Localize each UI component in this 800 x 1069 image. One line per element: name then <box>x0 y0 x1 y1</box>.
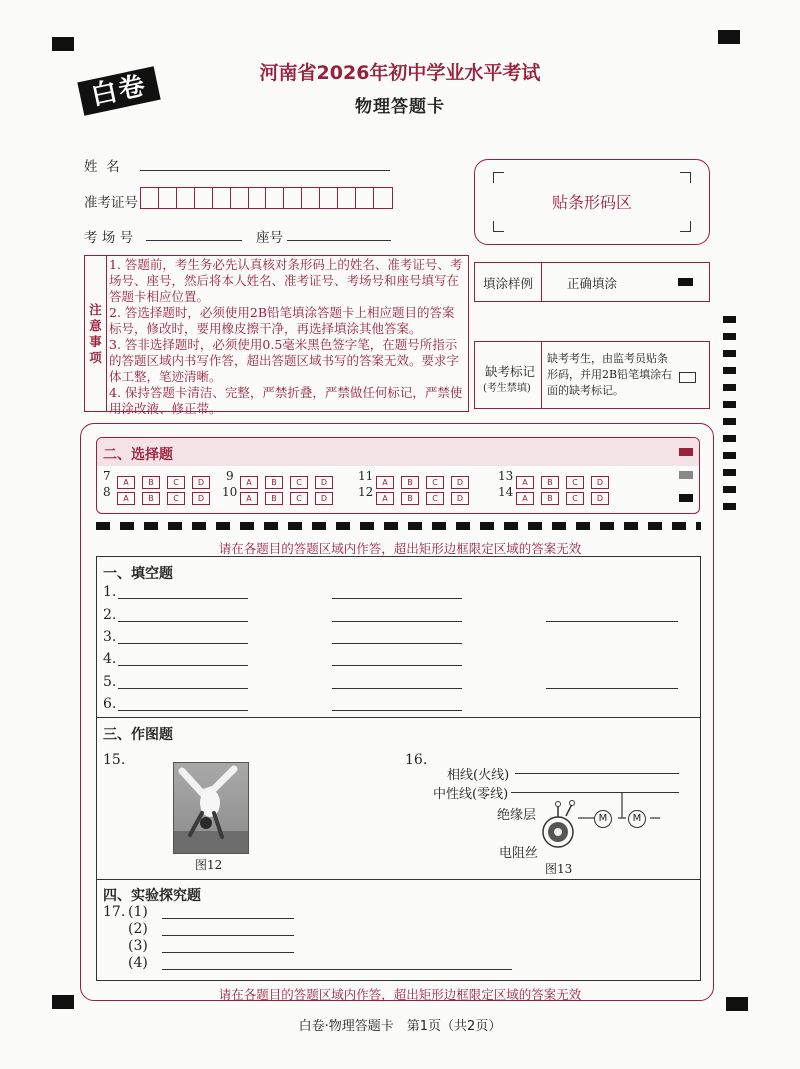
part-label: (3) <box>128 938 148 954</box>
motor-2 <box>628 810 646 828</box>
barcode-label: 贴条形码区 <box>551 193 632 212</box>
answer-line[interactable] <box>118 598 248 599</box>
question-number: 7 <box>103 469 111 483</box>
answer-line[interactable] <box>118 643 248 644</box>
question-16-number: 16. <box>405 752 428 768</box>
option-bubble[interactable]: C <box>290 492 308 505</box>
choice-title: 二、选择题 <box>103 447 173 463</box>
option-bubble[interactable]: D <box>591 476 609 489</box>
room-field[interactable] <box>146 240 242 241</box>
option-bubble[interactable]: A <box>516 492 534 505</box>
option-bubble[interactable]: C <box>566 476 584 489</box>
live-wire-label: 相线(火线) <box>447 768 510 783</box>
fill-example-text: 正确填涂 <box>567 276 618 291</box>
option-bubble[interactable]: C <box>426 476 444 489</box>
blank-number: 5. <box>103 674 117 690</box>
experiment-title: 四、实验探究题 <box>103 888 201 904</box>
card-subtitle: 物理答题卡 <box>355 97 445 117</box>
notice-item-4: 4. 保持答题卡清洁、完整，严禁折叠，严禁做任何标记，严禁使用涂改液、修正带。 <box>109 385 463 416</box>
resistor-label: 电阻丝 <box>499 846 539 861</box>
fill-example-label: 填涂样例 <box>483 276 534 291</box>
neutral-wire-label: 中性线(零线) <box>433 787 509 802</box>
question-17-number: 17. <box>103 904 126 920</box>
question-number: 8 <box>103 485 111 499</box>
option-bubble[interactable]: D <box>192 476 210 489</box>
answer-line[interactable] <box>162 969 512 970</box>
breakdancer-icon <box>174 763 248 853</box>
part-label: (4) <box>128 955 148 971</box>
seat-field[interactable] <box>287 240 391 241</box>
answer-line[interactable] <box>332 710 462 711</box>
notice-item-2: 2. 答选择题时，必须使用2B铅笔填涂答题卡上相应题目的答案标号，修改时，要用橡皮擦干净，再选择填涂其他答案。 <box>109 305 455 336</box>
answer-line[interactable] <box>162 935 294 936</box>
answer-line[interactable] <box>162 918 294 919</box>
registration-mark-tr <box>718 30 740 44</box>
stamp-text: 白卷 <box>88 70 150 112</box>
answer-line[interactable] <box>332 598 462 599</box>
absent-text: 缺考考生，由监考员贴条形码，并用2B铅笔填涂右面的缺考标记。 <box>547 352 673 397</box>
option-bubble[interactable]: B <box>142 492 160 505</box>
answer-line[interactable] <box>118 621 248 622</box>
fill-example-mark <box>678 278 693 286</box>
option-bubble[interactable]: C <box>290 476 308 489</box>
question-number: 10 <box>222 485 238 499</box>
figure-13-caption: 图13 <box>545 862 573 876</box>
option-row[interactable] <box>376 486 476 505</box>
absent-box <box>474 341 710 409</box>
area-warning-top: 请在各题目的答题区域内作答，超出矩形边框限定区域的答案无效 <box>218 541 582 556</box>
answer-line[interactable] <box>118 688 248 689</box>
answer-line[interactable] <box>332 665 462 666</box>
fill-example-box <box>474 262 710 302</box>
option-bubble[interactable]: A <box>240 476 258 489</box>
answer-line[interactable] <box>546 621 678 622</box>
option-row[interactable] <box>117 486 217 505</box>
option-bubble[interactable]: A <box>117 492 135 505</box>
room-label: 考 场 号 <box>84 230 134 246</box>
question-number: 9 <box>226 469 234 483</box>
answer-line[interactable] <box>162 952 294 953</box>
area-warning-bottom: 请在各题目的答题区域内作答，超出矩形边框限定区域的答案无效 <box>218 987 582 1002</box>
option-bubble[interactable]: C <box>167 492 185 505</box>
blank-number: 2. <box>103 607 117 623</box>
registration-mark-tl <box>52 37 74 51</box>
notice-title: 注 意 事 项 <box>85 256 107 411</box>
option-bubble[interactable]: C <box>566 492 584 505</box>
option-bubble[interactable]: B <box>401 492 419 505</box>
answer-line[interactable] <box>118 665 248 666</box>
option-bubble[interactable]: A <box>376 476 394 489</box>
notice-item-3: 3. 答非选择题时，必须使用0.5毫米黑色签字笔，在题号所指示的答题区域内书写作答，超出答题区域书写的答案无效。要求字体工整，笔迹清晰。 <box>109 337 460 384</box>
drawing-title: 三、作图题 <box>103 727 173 743</box>
option-bubble[interactable]: C <box>167 476 185 489</box>
exam-number-label: 准考证号 <box>84 195 138 211</box>
question-number: 11 <box>358 469 374 483</box>
notice-box <box>84 255 469 416</box>
question-15-number: 15. <box>103 752 126 768</box>
figure-12-photo <box>173 762 249 854</box>
option-bubble[interactable]: B <box>401 476 419 489</box>
absent-sublabel: (考生禁填) <box>483 383 531 394</box>
exam-title: 河南省2026年初中学业水平考试 <box>259 62 541 84</box>
name-field[interactable] <box>140 170 390 171</box>
option-row[interactable] <box>240 486 340 505</box>
option-bubble[interactable]: C <box>426 492 444 505</box>
option-bubble[interactable]: B <box>541 492 559 505</box>
question-number: 12 <box>358 485 374 499</box>
absent-checkbox[interactable] <box>679 372 696 383</box>
blank-number: 6. <box>103 696 117 712</box>
blank-number: 4. <box>103 651 117 667</box>
blank-number: 3. <box>103 629 117 645</box>
option-bubble[interactable]: A <box>240 492 258 505</box>
question-number: 14 <box>498 485 514 499</box>
cut-line <box>96 522 701 530</box>
motor-1 <box>594 810 612 828</box>
option-bubble[interactable]: D <box>192 492 210 505</box>
option-bubble[interactable]: A <box>117 476 135 489</box>
blank-number: 1. <box>103 584 117 600</box>
answer-line[interactable] <box>118 710 248 711</box>
barcode-area <box>474 159 710 245</box>
answer-line[interactable] <box>332 688 462 689</box>
option-bubble[interactable]: A <box>516 476 534 489</box>
question-number: 13 <box>498 469 514 483</box>
seat-label: 座号 <box>256 230 283 246</box>
answer-line[interactable] <box>332 643 462 644</box>
option-bubble[interactable]: B <box>265 492 283 505</box>
motor-symbol: M <box>598 813 608 824</box>
fill-blank-title: 一、填空题 <box>103 566 173 582</box>
option-row[interactable] <box>516 486 616 505</box>
figure-12-caption: 图12 <box>195 858 223 872</box>
option-bubble[interactable]: D <box>591 492 609 505</box>
notice-item-1: 1. 答题前，考生务必先认真核对条形码上的姓名、准考证号、考场号、座号，然后将本人姓名、准考证号、考场号和座号填写在答题卡相应位置。 <box>109 257 463 304</box>
insulator-label: 绝缘层 <box>497 808 537 823</box>
absent-label: 缺考标记 <box>485 364 536 379</box>
option-bubble[interactable]: B <box>265 476 283 489</box>
option-bubble[interactable]: A <box>376 492 394 505</box>
name-label: 姓 名 <box>84 159 120 175</box>
exam-number-boxes[interactable] <box>140 187 393 209</box>
option-bubble[interactable]: D <box>315 492 333 505</box>
part-label: (2) <box>128 921 148 937</box>
option-bubble[interactable]: B <box>541 476 559 489</box>
answer-line[interactable] <box>546 688 678 689</box>
option-bubble[interactable]: D <box>451 476 469 489</box>
motor-symbol: M <box>632 813 642 824</box>
option-bubble[interactable]: B <box>142 476 160 489</box>
answer-line[interactable] <box>332 621 462 622</box>
option-bubble[interactable]: D <box>451 492 469 505</box>
option-bubble[interactable]: D <box>315 476 333 489</box>
page-footer: 白卷·物理答题卡 第1页（共2页） <box>298 1019 502 1034</box>
part-label: (1) <box>128 904 148 920</box>
